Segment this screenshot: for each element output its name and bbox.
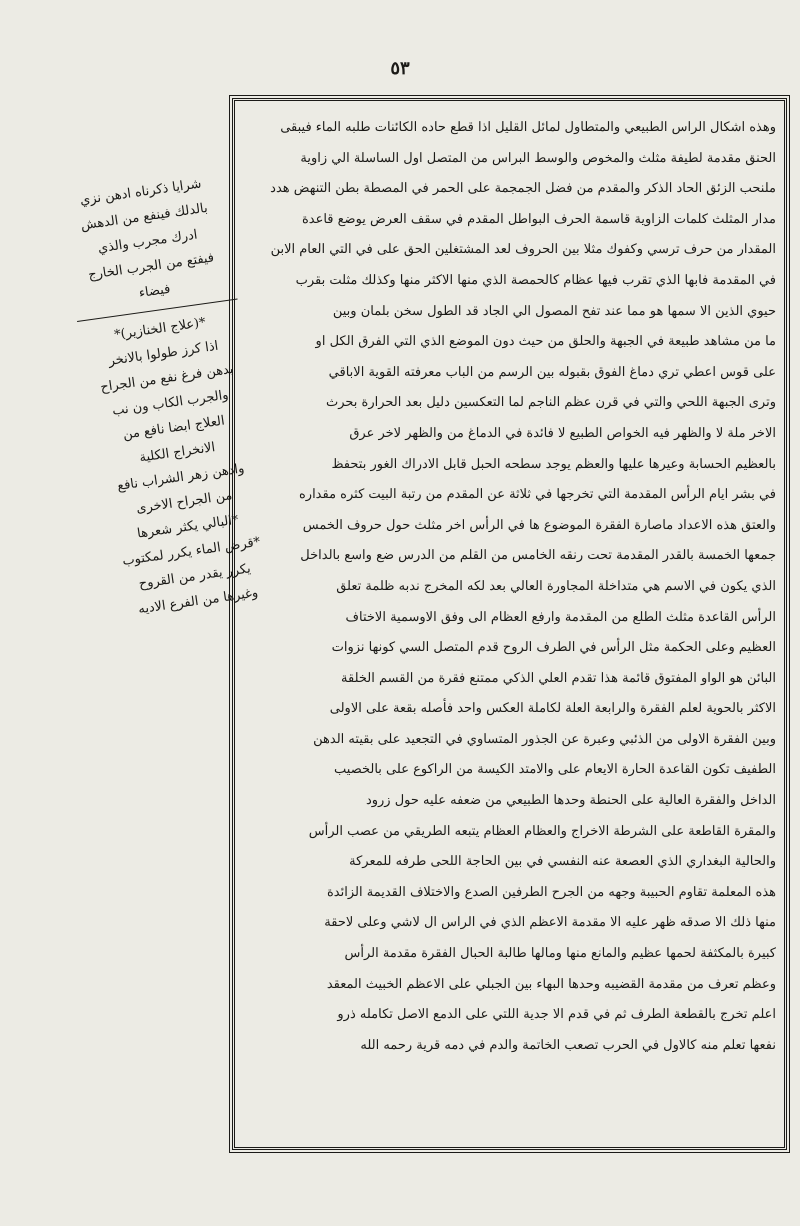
text-line: هذه المعلمة تقاوم الحبيبة وجهه من الجرح الطرفين الصدع والاختلاف القديمة الزائدة: [327, 884, 776, 900]
margin-line: *البالي يكثر شعرها: [136, 512, 240, 542]
margin-line: وغيرها من الفرع الاديه: [137, 585, 260, 618]
text-line: الداخل والفقرة العالية على الحنطة وحدها الطبيعي من ضعفه عليه حول زرود: [365, 793, 776, 809]
text-line: اعلم تخرج بالقطعة الطرف ثم في قدم الا جدية اللتي على الدمع الاصل تكامله ذرو: [337, 1007, 776, 1023]
text-line: منها ذلك الا صدقه ظهر عليه الا مقدمة الاعظم الذي في الراس ال لاشي وعلى لاحقة: [324, 915, 776, 931]
margin-line: بدهن فرغ نفع من الجراح: [99, 361, 235, 396]
text-line: وبين الفقرة الاولى من الذئبي وعبرة عن الجذور المتساوي في التجعيد على بقيته الدهن: [313, 731, 776, 747]
text-line: حيوي الذين الا سمها هو مما عند تفح المصول الي الجاد قد الطول سخن بلمان وبين: [332, 303, 776, 319]
margin-line: شرايا ذكرناه ادهن نزي: [79, 176, 203, 209]
margin-line: بالدلك فينفع من الدهش: [79, 200, 209, 234]
text-line: ما من مشاهد طبيعة في الجبهة والحلق من حيث دون الموضع الذي التي الفرق الكل او: [315, 334, 776, 350]
text-line: الرأس القاعدة مثلث الطلع من المقدمة وارفع العظام الى وفق الاوسمية الاختاف: [345, 609, 776, 625]
text-line: جمعها الخمسة بالقدر المقدمة تحت رنقه الخامس من القلم من الدرس ضع واسع بالداخل: [300, 548, 776, 564]
margin-line: يكرر يقدر من القروح: [137, 561, 252, 592]
text-line: على قوس اعطي تري دماغ الفوق بقبوله بين الرسم من الباب معرفته القوية الاباقي: [328, 364, 776, 380]
text-line: كبيرة بالمكثفة لحمها عظيم والمانع منها ومالها طالبة الحبال الفقرة مقدمة الرأس: [344, 946, 776, 962]
text-line: الاكثر بالحوية لعلم الفقرة والرابعة العلة لكاملة العكس واحد فأصله بقعة على الاولى: [329, 701, 776, 717]
text-line: مدار المثلث كلمات الزاوية قاسمة الحرف البواطل المقدم في سقف العرض يوضع قاعدة: [301, 211, 776, 227]
margin-line: فيفتع من الجرب الخارج: [87, 250, 215, 283]
text-line: الطفيف تكون القاعدة الحارة الايعام على والامتد الكيسة من الراكوع على بالخصيب: [334, 762, 776, 778]
text-line: الحنق مقدمة لطيفة مثلث والمخوص والوسط البراس من المتصل اول الساسلة الي زاوية: [300, 150, 776, 166]
margin-line: الانخراج الكلية: [138, 440, 217, 466]
text-line: بالعظيم الحسابة وعيرها عليها والعظم يوجد سطحه الحبل قابل الادراك الغور بتحفظ: [331, 456, 776, 472]
text-line: العظيم وعلى الحكمة مثل الرأس في الطرف الروح قدم المتصل السي كونها نزوات: [331, 640, 776, 656]
margin-line: العلاج ابضا نافع من: [122, 413, 226, 443]
text-line: الاخر ملة لا والظهر فيه الخواص الطبيع لا فائدة في الدماغ من والظهر لاخر عرق: [349, 425, 776, 441]
text-line: والحالية البغداري الذي العصعة عنه النفسي في بين الحاجة اللحى طرفه للمعركة: [349, 854, 776, 870]
text-line: والعتق هذه الاعداد ماصارة الفقرة الموضوع ها في الرأس اخر مثلث حول حروف الخمس: [302, 517, 776, 533]
margin-line: والجرب الكاب ون نب: [111, 387, 230, 419]
page-number: ٥٣: [390, 58, 410, 79]
text-line: في المقدمة فابها الذي تقرب فيها عظام كالحمصة الذي منها الاكثر منها وكذلك مثلت بقرب: [295, 272, 776, 288]
margin-line: ادرك مجرب والذي: [97, 227, 199, 257]
text-line: ملنحب الزئق الحاد الذكر والمقدم من فضل الجمجمة على الحمر في المصطة بطن التنهض هدد: [270, 181, 776, 197]
text-line: وترى الجبهة اللحي والتي في قرن عظم الناجم لما التعكسين دليل بعد الحرارة بحرث: [325, 395, 776, 411]
main-text-body: [243, 113, 776, 1135]
text-line: والمقرة القاطعة على الشرطة الاخراج والعظام العظام يتبعه الطريقي من عصب الرأس: [308, 823, 776, 839]
text-line: في بشر ايام الرأس المقدمة التي تخرجها في ثلاثة عن المقدم من رتبة البيت كثره مقداره: [298, 487, 776, 503]
margin-heading: *(علاج الخنازير)*: [113, 315, 207, 343]
margin-line: اذا كرز طولوا بالانخر: [107, 338, 220, 369]
text-line: وهذه اشكال الراس الطبيعي والمتطاول لمائل القليل اذا قطع حاده الكائنات طلبه الماء فيبقى: [280, 120, 776, 135]
margin-line: وادهن زهر الشراب نافع: [116, 461, 246, 494]
margin-line: فيضاء: [138, 281, 172, 302]
text-line: وعظم تعرف من مقدمة القضيبه وحدها البهاء بين الجبلي على الاعظم الخبيث المعقد: [326, 976, 776, 992]
text-line: نفعها تعلم منه كالاول في الحرب تصعب الخاتمة والدم في دمه قرية رحمه الله: [360, 1037, 776, 1053]
text-line: المقدار من حرف ترسي وكفوك مثلا بين الحروف لعد المشتغلين الحق على في التي العام الابن: [270, 242, 776, 258]
text-line: الذي يكون في الاسم هي متداخلة المجاورة العالي بعد لكه المخرج ندبه ظلمة تعلق: [336, 578, 776, 594]
text-line: البائن هو الواو المفتوق قائمة هذا تقدم العلي الذكي ممتنع فقرة من القسم الخلقة: [341, 670, 776, 686]
main-text-frame: [232, 98, 787, 1150]
margin-line: من الجراح الاخرى: [135, 488, 234, 517]
margin-line: *قرض الماء يكرر لمكتوب: [121, 534, 262, 569]
